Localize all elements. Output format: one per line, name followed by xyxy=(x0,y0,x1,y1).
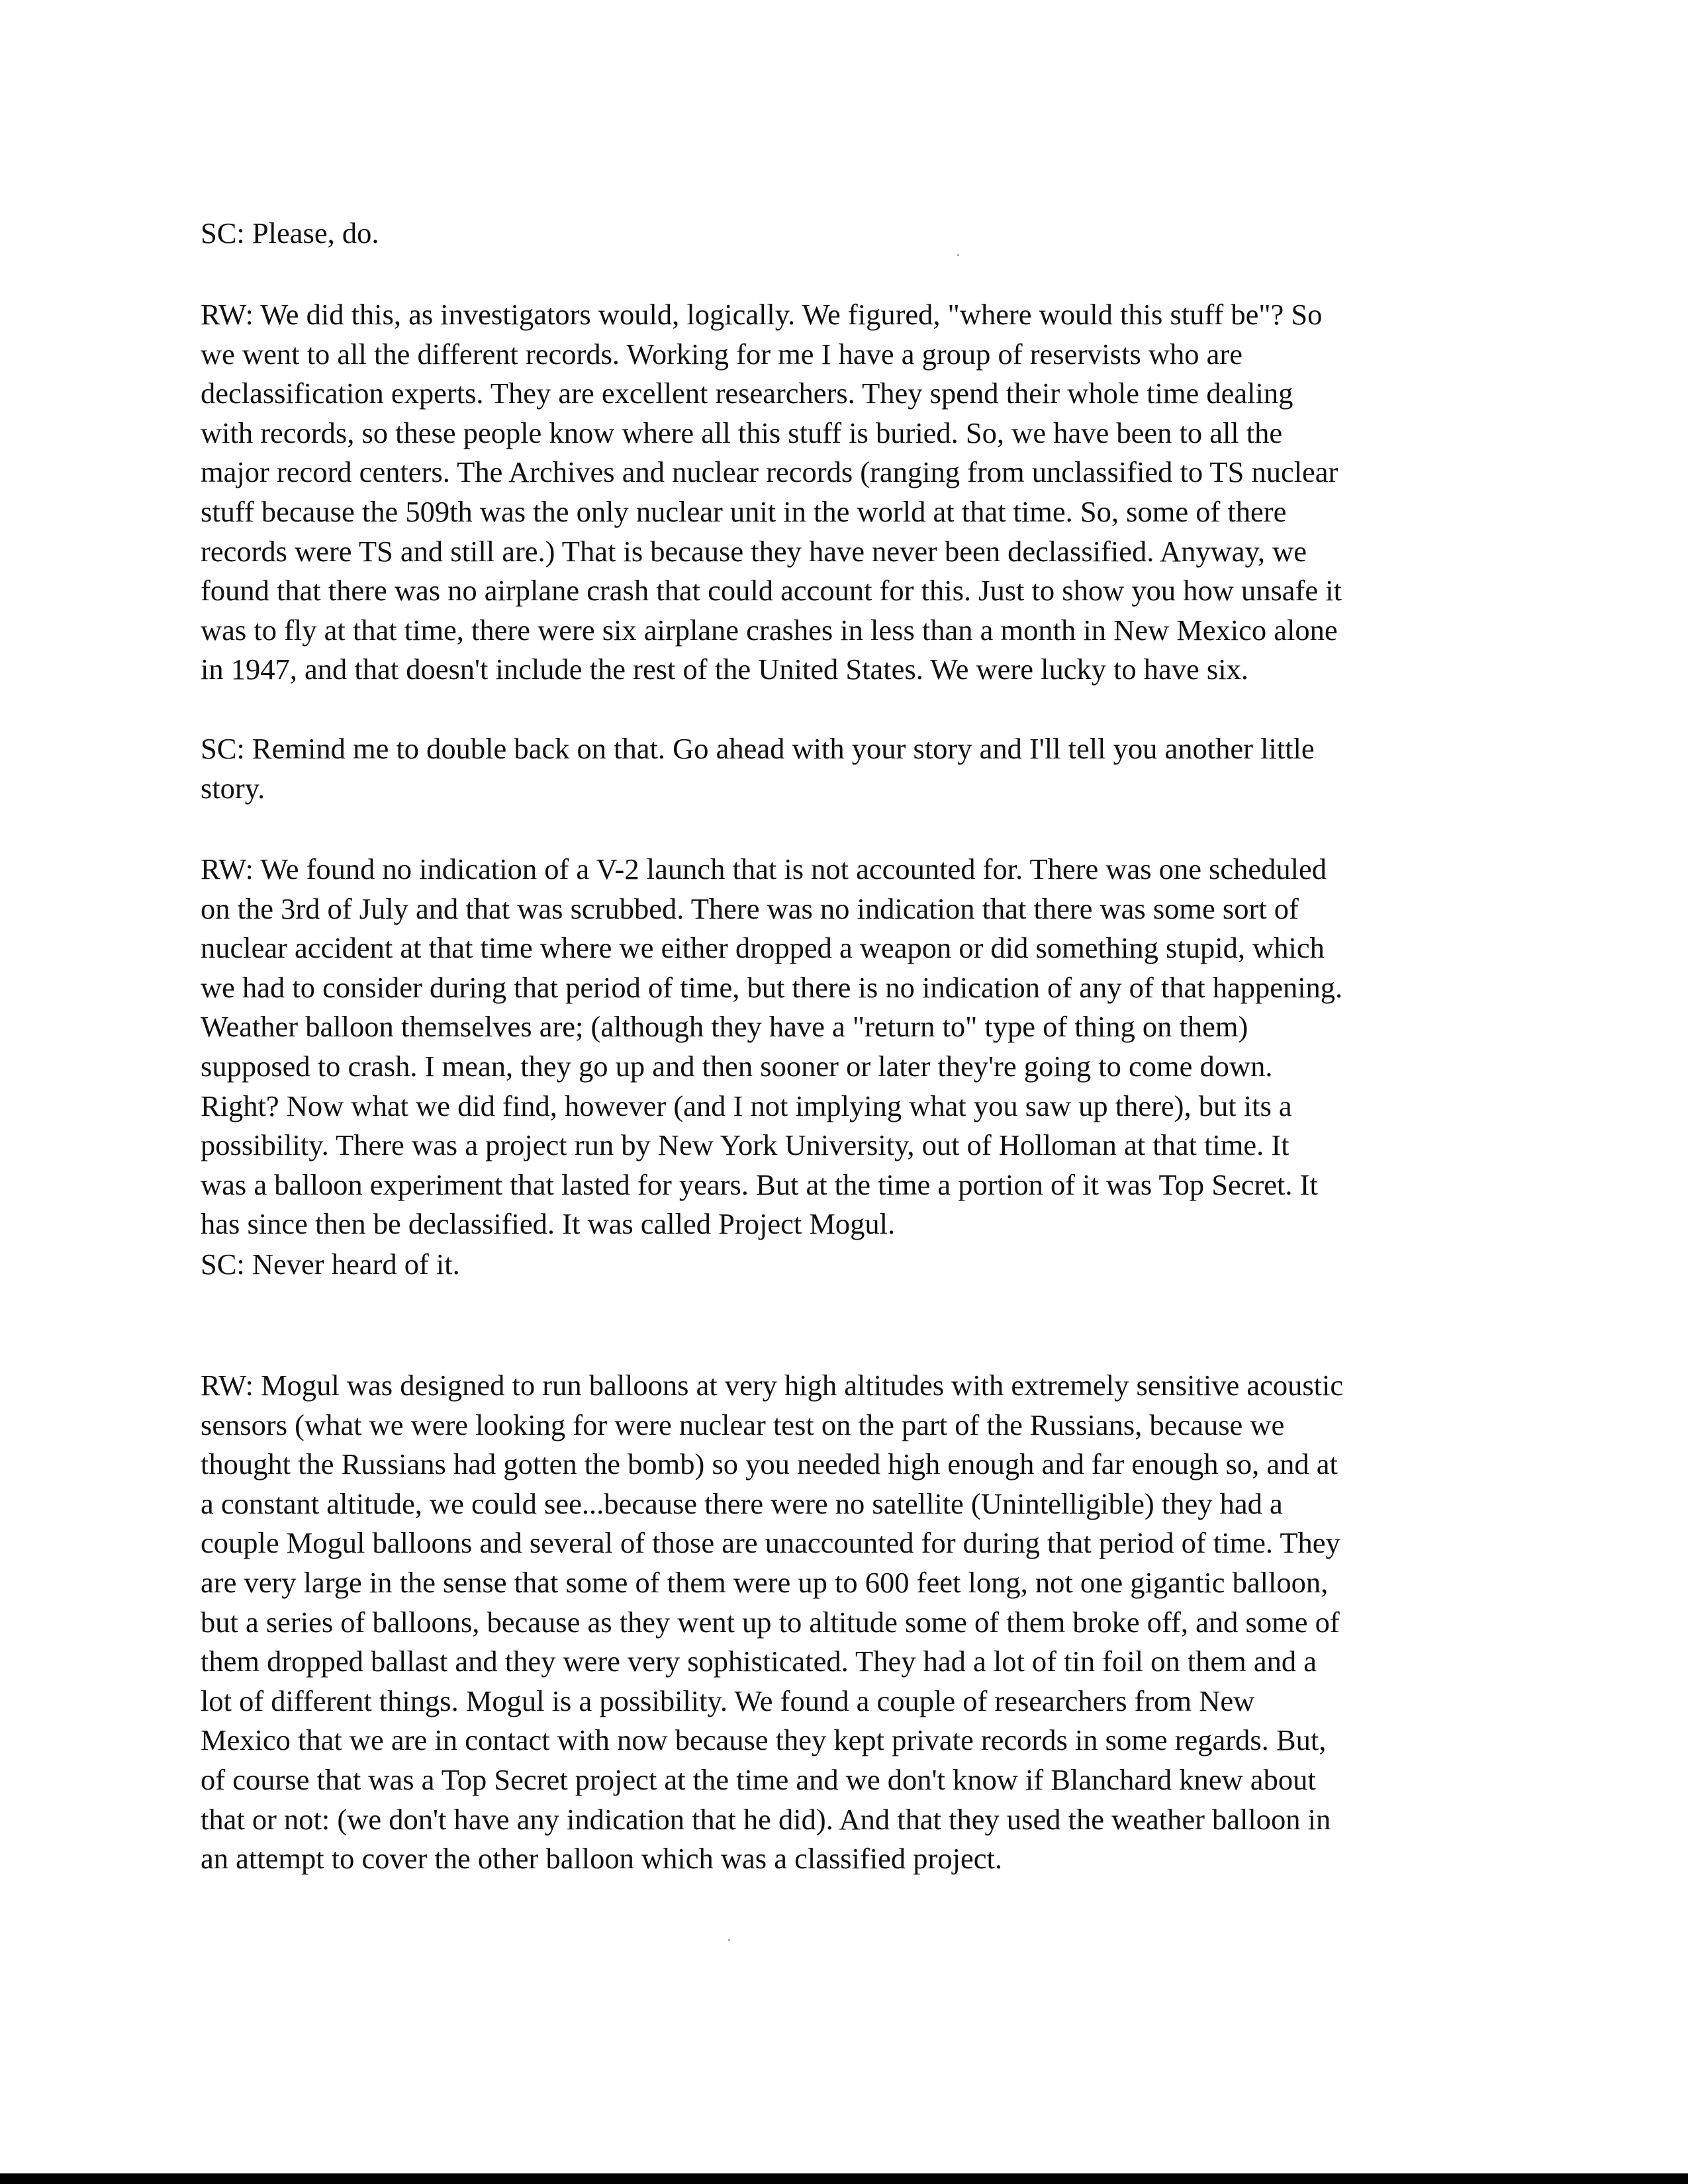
paragraph-sc-2 xyxy=(201,729,1315,808)
text-line: RW: We found no indication of a V-2 launch that is not accounted for. There was one scheduled xyxy=(201,852,1327,886)
text-line: RW: We did this, as investigators would, logically. We figured, "where would this stuff be"? So xyxy=(201,298,1323,331)
text-line: Right? Now what we did find, however (and I not implying what you saw up there), but its a xyxy=(201,1089,1292,1122)
text-line: possibility. There was a project run by New York University, out of Holloman at that time. It xyxy=(201,1128,1289,1162)
paragraph-rw-1 xyxy=(201,295,1342,690)
text-line: a constant altitude, we could see...because there were no satellite (Unintelligible) they had a xyxy=(201,1486,1283,1520)
text-line: nuclear accident at that time where we either dropped a weapon or did something stupid, which xyxy=(201,931,1325,965)
text-line: of course that was a Top Secret project at the time and we don't know if Blanchard knew about xyxy=(201,1762,1316,1796)
scan-speck xyxy=(957,254,959,256)
text-line: sensors (what we were looking for were nuclear test on the part of the Russians, because we xyxy=(201,1408,1285,1441)
paragraph-rw-2 xyxy=(201,850,1342,1244)
text-line: we went to all the different records. Working for me I have a group of reservists who are xyxy=(201,337,1243,371)
text-line: with records, so these people know where all this stuff is buried. So, we have been to all the xyxy=(201,416,1283,449)
text-line: on the 3rd of July and that was scrubbed. There was no indication that there was some sort of xyxy=(201,891,1299,925)
text-line: thought the Russians had gotten the bomb) so you needed high enough and far enough so, and at xyxy=(201,1447,1338,1481)
text-line: story. xyxy=(201,771,265,805)
text-line: in 1947, and that doesn't include the rest of the United States. We were lucky to have six. xyxy=(201,653,1248,686)
text-line: lot of different things. Mogul is a possibility. We found a couple of researchers from New xyxy=(201,1684,1255,1717)
text-line: them dropped ballast and they were very sophisticated. They had a lot of tin foil on them and a xyxy=(201,1645,1317,1678)
text-line: Mexico that we are in contact with now because they kept private records in some regards. But, xyxy=(201,1723,1327,1757)
paragraph-sc-3 xyxy=(201,1245,460,1285)
scan-speck xyxy=(728,1939,730,1941)
text-line: SC: Remind me to double back on that. Go ahead with your story and I'll tell you another little xyxy=(201,732,1315,765)
text-line: an attempt to cover the other balloon which was a classified project. xyxy=(201,1842,1002,1876)
text-line: has since then be declassified. It was called Project Mogul. xyxy=(201,1207,896,1241)
text-line: Weather balloon themselves are; (although they have a "return to" type of thing on them) xyxy=(201,1010,1248,1044)
scan-border xyxy=(0,2173,1688,2184)
text-line: declassification experts. They are excellent researchers. They spend their whole time dealing xyxy=(201,377,1293,410)
text-line: that or not: (we don't have any indication that he did). And that they used the weather balloon in xyxy=(201,1802,1331,1836)
text-line: we had to consider during that period of time, but there is no indication of any of that happening. xyxy=(201,970,1343,1004)
text-line: was to fly at that time, there were six airplane crashes in less than a month in New Mexico alone xyxy=(201,613,1338,647)
text-line: supposed to crash. I mean, they go up and then sooner or later they're going to come down. xyxy=(201,1049,1273,1083)
text-line: SC: Never heard of it. xyxy=(201,1248,460,1281)
text-line: but a series of balloons, because as they went up to altitude some of them broke off, and some of xyxy=(201,1605,1340,1639)
text-line: couple Mogul balloons and several of those are unaccounted for during that period of time. They xyxy=(201,1526,1340,1560)
text-line: are very large in the sense that some of them were up to 600 feet long, not one gigantic balloon, xyxy=(201,1565,1329,1599)
paragraph-rw-3 xyxy=(201,1366,1343,1879)
text-line: SC: Please, do. xyxy=(201,216,379,250)
text-line: major record centers. The Archives and nuclear records (ranging from unclassified to TS nuclear xyxy=(201,455,1338,489)
text-line: RW: Mogul was designed to run balloons at very high altitudes with extremely sensitive acoustic xyxy=(201,1369,1344,1402)
paragraph-sc-1 xyxy=(201,214,379,253)
text-line: found that there was no airplane crash that could account for this. Just to show you how unsafe it xyxy=(201,574,1342,608)
text-line: records were TS and still are.) That is because they have never been declassified. Anyway, we xyxy=(201,534,1307,568)
text-line: was a balloon experiment that lasted for years. But at the time a portion of it was Top Secret. It xyxy=(201,1167,1318,1201)
text-line: stuff because the 509th was the only nuclear unit in the world at that time. So, some of there xyxy=(201,494,1287,528)
